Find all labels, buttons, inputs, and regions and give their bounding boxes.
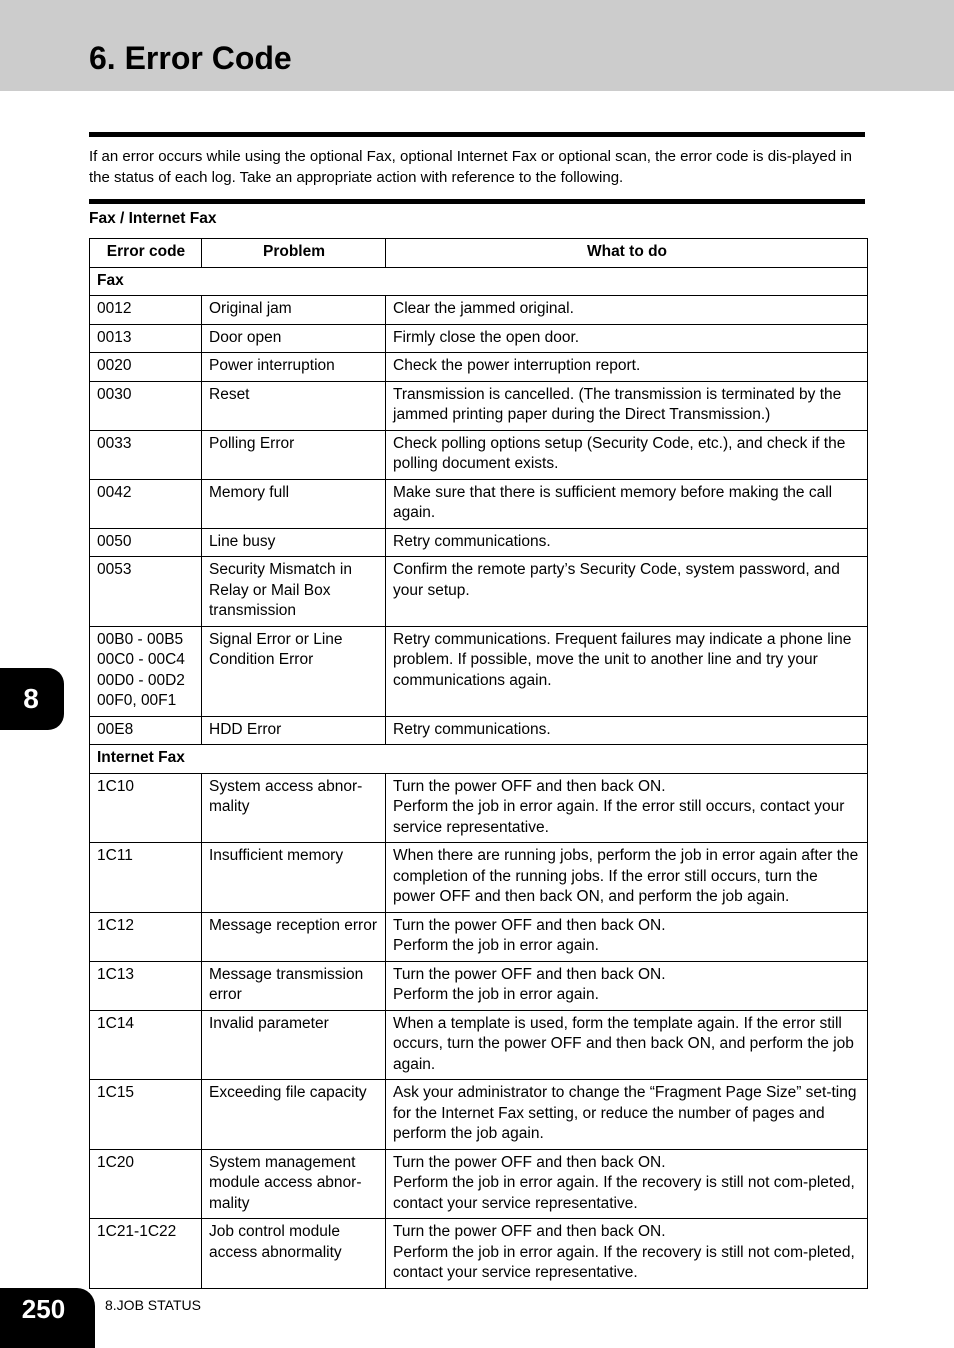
group-row: [90, 267, 868, 296]
action-cell: Ask your administrator to change the “Fragment Page Size” set-ting for the Internet Fax setting, or reduce the number of pages and perform the job again.: [386, 1080, 868, 1150]
action-cell: Turn the power OFF and then back ON. Perform the job in error again.: [386, 961, 868, 1010]
table-row: [90, 716, 868, 745]
action-cell: Turn the power OFF and then back ON. Perform the job in error again. If the recovery is still not com-pleted, contact your service representative.: [386, 1219, 868, 1289]
action-cell: Make sure that there is sufficient memory before making the call again.: [386, 479, 868, 528]
error-code-cell: 00E8: [90, 716, 202, 745]
table-row: [90, 479, 868, 528]
error-code-cell: 0012: [90, 296, 202, 325]
table-row: [90, 528, 868, 557]
table-header-row: [90, 239, 868, 268]
table-row: [90, 353, 868, 382]
problem-cell: Line busy: [202, 528, 386, 557]
error-code-cell: 0030: [90, 381, 202, 430]
table-row: [90, 773, 868, 843]
table-row: [90, 912, 868, 961]
table-row: [90, 1010, 868, 1080]
error-code-cell: 1C14: [90, 1010, 202, 1080]
column-header-problem: Problem: [202, 239, 386, 268]
problem-cell: System access abnor-mality: [202, 773, 386, 843]
problem-cell: Polling Error: [202, 430, 386, 479]
action-cell: Check the power interruption report.: [386, 353, 868, 382]
problem-cell: Memory full: [202, 479, 386, 528]
table-row: [90, 1080, 868, 1150]
error-code-cell: 1C11: [90, 843, 202, 913]
table-row: [90, 324, 868, 353]
error-code-cell: 0050: [90, 528, 202, 557]
action-cell: Turn the power OFF and then back ON. Perform the job in error again.: [386, 912, 868, 961]
group-label: Fax: [90, 267, 868, 296]
problem-cell: Security Mismatch in Relay or Mail Box transmission: [202, 557, 386, 627]
action-cell: Retry communications.: [386, 716, 868, 745]
action-cell: Retry communications. Frequent failures may indicate a phone line problem. If possible, move the unit to another line and try your communications again.: [386, 626, 868, 716]
page-number: 250: [0, 1288, 95, 1348]
error-code-cell: 00B0 - 00B5 00C0 - 00C4 00D0 - 00D2 00F0, 00F1: [90, 626, 202, 716]
action-cell: When a template is used, form the template again. If the error still occurs, turn the power OFF and then back ON, and perform the job again.: [386, 1010, 868, 1080]
error-code-cell: 1C13: [90, 961, 202, 1010]
action-cell: Transmission is cancelled. (The transmission is terminated by the jammed printing paper during the Direct Transmission.): [386, 381, 868, 430]
top-rule: [89, 132, 865, 137]
action-cell: Confirm the remote party’s Security Code, system password, and your setup.: [386, 557, 868, 627]
problem-cell: System management module access abnor-mality: [202, 1149, 386, 1219]
action-cell: Turn the power OFF and then back ON. Perform the job in error again. If the recovery is still not com-pleted, contact your service representative.: [386, 1149, 868, 1219]
action-cell: Retry communications.: [386, 528, 868, 557]
problem-cell: Exceeding file capacity: [202, 1080, 386, 1150]
action-cell: Check polling options setup (Security Code, etc.), and check if the polling document exists.: [386, 430, 868, 479]
table-row: [90, 843, 868, 913]
problem-cell: Invalid parameter: [202, 1010, 386, 1080]
error-code-cell: 1C20: [90, 1149, 202, 1219]
table-row: [90, 557, 868, 627]
action-cell: When there are running jobs, perform the job in error again after the completion of the running jobs. If the error still occurs, turn the power OFF and then back ON, and perform the job again.: [386, 843, 868, 913]
problem-cell: Power interruption: [202, 353, 386, 382]
table-row: [90, 626, 868, 716]
table-row: [90, 296, 868, 325]
error-code-cell: 0020: [90, 353, 202, 382]
problem-cell: Reset: [202, 381, 386, 430]
error-code-cell: 1C12: [90, 912, 202, 961]
group-row: [90, 745, 868, 774]
group-label: Internet Fax: [90, 745, 868, 774]
table-row: [90, 1219, 868, 1289]
problem-cell: HDD Error: [202, 716, 386, 745]
chapter-tab: 8: [0, 668, 64, 730]
action-cell: Firmly close the open door.: [386, 324, 868, 353]
error-code-cell: 0042: [90, 479, 202, 528]
intro-paragraph: If an error occurs while using the optional Fax, optional Internet Fax or optional scan, the error code is dis-played in the status of each log. Take an appropriate action with reference to the following.: [89, 148, 852, 186]
table-row: [90, 1149, 868, 1219]
problem-cell: Insufficient memory: [202, 843, 386, 913]
error-code-table: [89, 238, 868, 1289]
problem-cell: Door open: [202, 324, 386, 353]
table-body: [90, 267, 868, 1288]
table-row: [90, 430, 868, 479]
problem-cell: Job control module access abnormality: [202, 1219, 386, 1289]
error-code-cell: 0053: [90, 557, 202, 627]
section-heading: Fax / Internet Fax: [89, 210, 217, 227]
action-cell: Turn the power OFF and then back ON. Perform the job in error again. If the error still occurs, contact your service representative.: [386, 773, 868, 843]
error-code-cell: 1C15: [90, 1080, 202, 1150]
error-code-cell: 1C10: [90, 773, 202, 843]
problem-cell: Message transmission error: [202, 961, 386, 1010]
footer-section-label: 8.JOB STATUS: [105, 1297, 201, 1313]
action-cell: Clear the jammed original.: [386, 296, 868, 325]
problem-cell: Message reception error: [202, 912, 386, 961]
bottom-rule: [89, 199, 865, 204]
problem-cell: Original jam: [202, 296, 386, 325]
table-row: [90, 381, 868, 430]
error-code-cell: 1C21-1C22: [90, 1219, 202, 1289]
problem-cell: Signal Error or Line Condition Error: [202, 626, 386, 716]
table-row: [90, 961, 868, 1010]
error-code-cell: 0033: [90, 430, 202, 479]
column-header-what-to-do: What to do: [386, 239, 868, 268]
column-header-error-code: Error code: [90, 239, 202, 268]
error-code-cell: 0013: [90, 324, 202, 353]
page-title: 6. Error Code: [89, 40, 292, 76]
